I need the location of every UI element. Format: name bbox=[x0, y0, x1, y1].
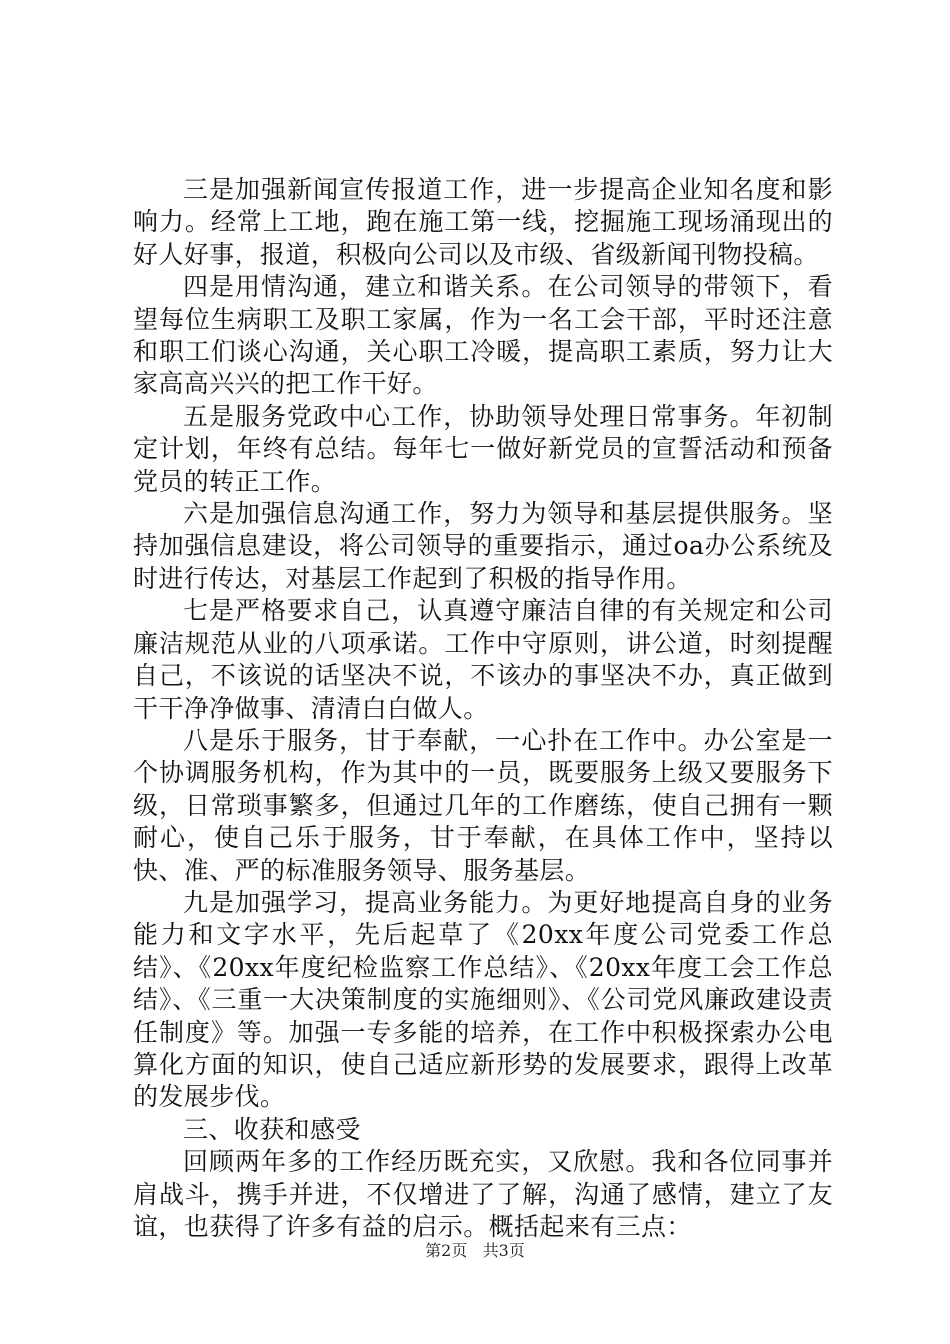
paragraph-communication: 四是用情沟通，建立和谐关系。在公司领导的带领下，看望每位生病职工及职工家属，作为一名工会干部，平时还注意和职工们谈心沟通，关心职工冷暖，提高职工素质，努力让大家高高兴兴的把工作干好。 bbox=[133, 272, 833, 399]
page-separator bbox=[472, 1241, 477, 1260]
paragraph-review: 回顾两年多的工作经历既充实，又欣慰。我和各位同事并肩战斗，携手并进，不仅增进了了解，沟通了感情，建立了友谊，也获得了许多有益的启示。概括起来有三点： bbox=[133, 1147, 833, 1241]
page-number: 第2页 bbox=[425, 1241, 468, 1260]
paragraph-self-discipline: 七是严格要求自己，认真遵守廉洁自律的有关规定和公司廉洁规范从业的八项承诺。工作中守原则，讲公道，时刻提醒自己，不该说的话坚决不说，不该办的事坚决不办，真正做到干干净净做事、清清白白做人。 bbox=[133, 596, 833, 723]
page-total: 共3页 bbox=[482, 1241, 525, 1260]
paragraph-party-service: 五是服务党政中心工作，协助领导处理日常事务。年初制定计划，年终有总结。每年七一做好新党员的宣誓活动和预备党员的转正工作。 bbox=[133, 401, 833, 496]
document-body bbox=[133, 174, 833, 1243]
paragraph-dedication: 八是乐于服务，甘于奉献，一心扑在工作中。办公室是一个协调服务机构，作为其中的一员，既要服务上级又要服务下级，日常琐事繁多，但通过几年的工作磨练，使自己拥有一颗耐心，使自己乐于服务，甘于奉献，在具体工作中，坚持以快、准、严的标准服务领导、服务基层。 bbox=[133, 725, 833, 885]
section-heading-gains: 三、收获和感受 bbox=[183, 1114, 361, 1144]
paragraph-information: 六是加强信息沟通工作，努力为领导和基层提供服务。坚持加强信息建设，将公司领导的重要指示，通过oa办公系统及时进行传达，对基层工作起到了积极的指导作用。 bbox=[133, 499, 833, 593]
paragraph-learning: 九是加强学习，提高业务能力。为更好地提高自身的业务能力和文字水平，先后起草了《20xx年度公司党委工作总结》、《20xx年度纪检监察工作总结》、《20xx年度工会工作总结》、《三重一大决策制度的实施细则》、《公司党风廉政建设责任制度》等。加强一专多能的培养，在工作中积极探索办公电算化方面的知识，使自己适应新形势的发展要求，跟得上改革的发展步伐。 bbox=[133, 887, 833, 1112]
page-footer bbox=[0, 1241, 950, 1261]
paragraph-publicity: 三是加强新闻宣传报道工作，进一步提高企业知名度和影响力。经常上工地，跑在施工第一线，挖掘施工现场涌现出的好人好事，报道，积极向公司以及市级、省级新闻刊物投稿。 bbox=[133, 175, 833, 269]
